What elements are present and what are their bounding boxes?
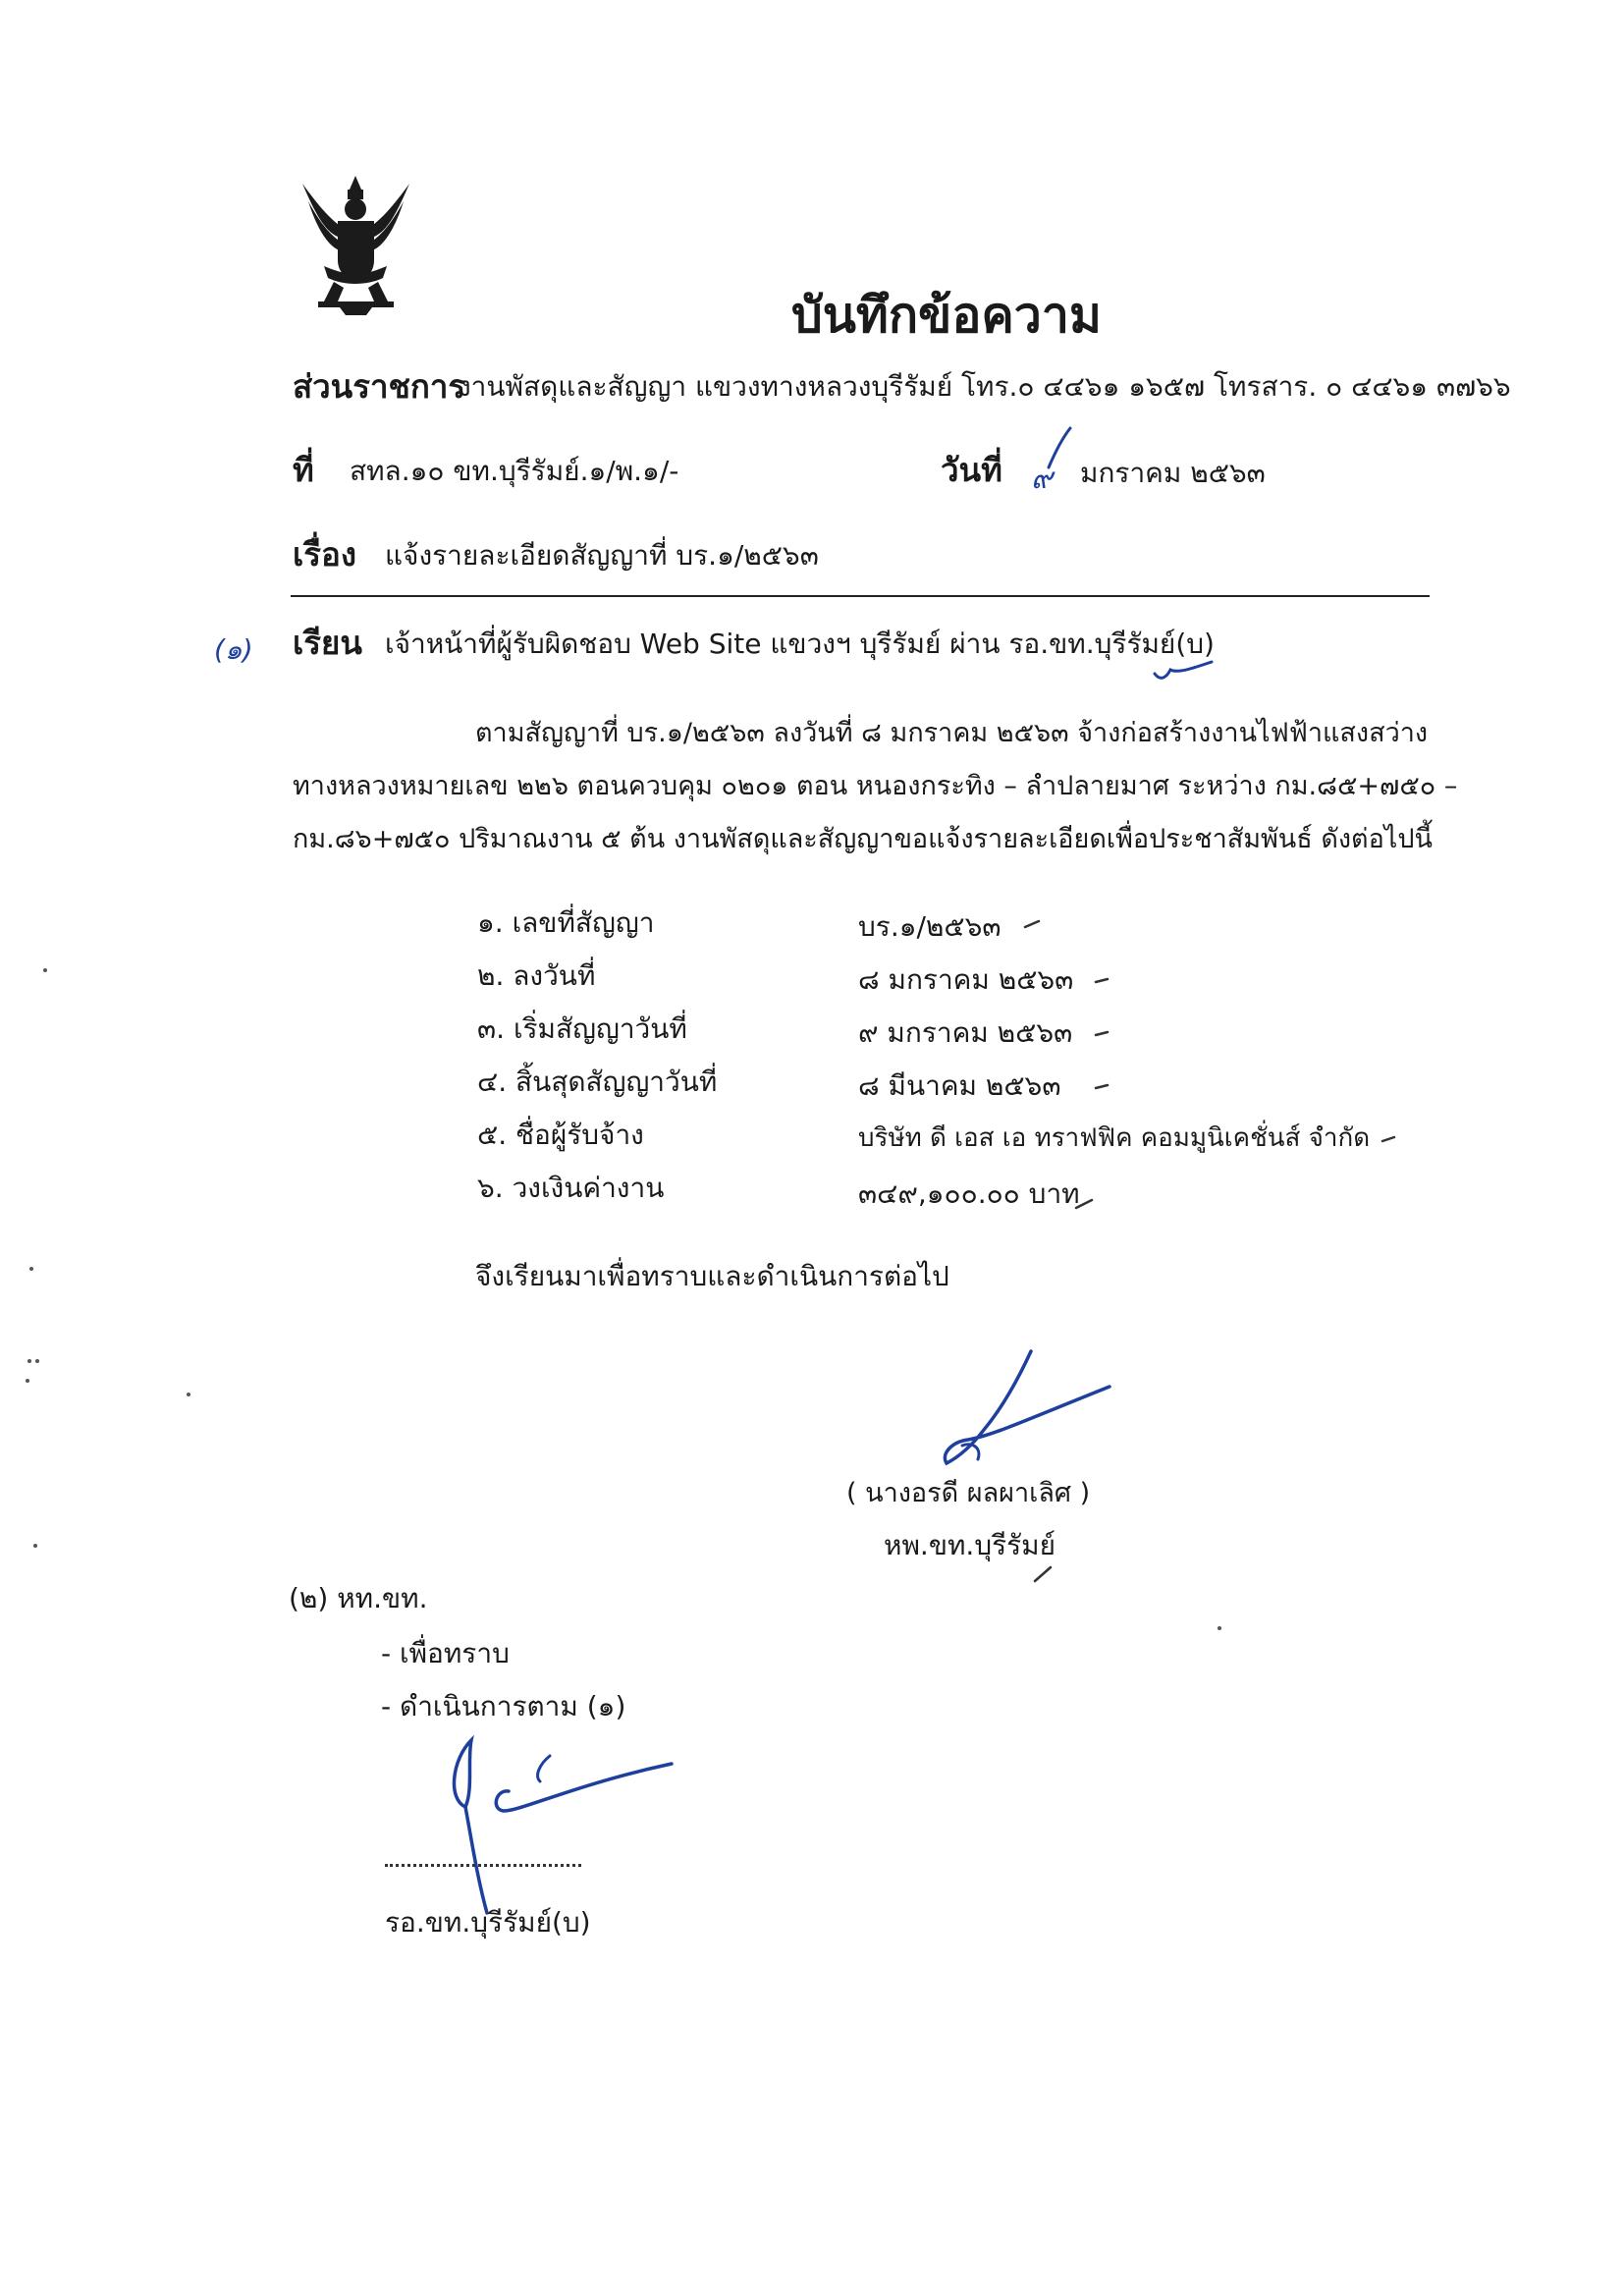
detail-label: ๓. เริ่มสัญญาวันที่	[477, 1012, 687, 1045]
date-day-handwritten: ๙	[1031, 462, 1053, 496]
scan-speck	[35, 1359, 39, 1363]
approver-title: รอ.ขท.บุรีรัมย์(บ)	[385, 1906, 591, 1939]
detail-value: ๘ มีนาคม ๒๕๖๓	[858, 1069, 1061, 1102]
to-value: เจ้าหน้าที่ผู้รับผิดชอบ Web Site แขวงฯ บุรีรัมย์ ผ่าน รอ.ขท.บุรีรัมย์(บ)	[385, 628, 1215, 660]
detail-value: ๙ มกราคม ๒๕๖๓	[858, 1016, 1073, 1049]
ref-value: สทล.๑๐ ขท.บุรีรัมย์.๑/พ.๑/-	[350, 455, 679, 487]
detail-label: ๕. ชื่อผู้รับจ้าง	[477, 1119, 644, 1151]
date-pen-stroke-icon	[1039, 424, 1078, 473]
scan-speck	[43, 968, 47, 972]
ref-label: ที่	[293, 451, 314, 489]
memo-title: บันทึกข้อความ	[791, 287, 1102, 344]
subject-label: เรื่อง	[293, 535, 356, 574]
forward-item-1: - เพื่อทราบ	[381, 1637, 510, 1669]
closing-text: จึงเรียนมาเพื่อทราบและดำเนินการต่อไป	[475, 1260, 949, 1292]
garuda-emblem-icon	[295, 172, 417, 319]
date-month-year: มกราคม ๒๕๖๓	[1080, 457, 1266, 489]
agency-value: งานพัสดุและสัญญา แขวงทางหลวงบุรีรัมย์ โทร.๐ ๔๔๖๑ ๑๖๕๗ โทรสาร. ๐ ๔๔๖๑ ๓๗๖๖	[458, 370, 1511, 403]
detail-label: ๖. วงเงินค่างาน	[477, 1172, 665, 1204]
body-line-2: ทางหลวงหมายเลข ๒๒๖ ตอนควบคุม ๐๒๐๑ ตอน หนองกระทิง – ลำปลายมาศ ระหว่าง กม.๘๕+๗๕๐ –	[293, 771, 1458, 801]
signatory-position: หพ.ขท.บุรีรัมย์	[884, 1529, 1056, 1561]
body-line-3: กม.๘๖+๗๕๐ ปริมาณงาน ๕ ต้น งานพัสดุและสัญญาขอแจ้งรายละเอียดเพื่อประชาสัมพันธ์ ดังต่อไปนี้	[293, 824, 1433, 854]
tick-mark-icon	[1031, 1561, 1060, 1585]
detail-value: ๘ มกราคม ๒๕๖๓	[858, 963, 1074, 996]
scan-speck	[33, 1544, 37, 1548]
scan-speck	[29, 1267, 33, 1271]
scan-speck	[187, 1393, 190, 1396]
scan-speck	[26, 1379, 29, 1383]
to-label: เรียน	[293, 624, 362, 662]
detail-label: ๒. ลงวันที่	[477, 959, 596, 992]
date-label: วันที่	[941, 451, 1002, 489]
signature-line	[385, 1864, 581, 1867]
detail-label: ๑. เลขที่สัญญา	[477, 906, 655, 939]
body-line-1: ตามสัญญาที่ บร.๑/๒๕๖๓ ลงวันที่ ๘ มกราคม ๒๕๖๓ จ้างก่อสร้างงานไฟฟ้าแสงสว่าง	[475, 718, 1429, 748]
detail-value: บริษัท ดี เอส เอ ทราฟฟิค คอมมูนิเคชั่นส์ จำกัด	[858, 1123, 1371, 1153]
check-mark-icon	[1149, 648, 1218, 687]
forward-heading: (๒) หท.ขท.	[289, 1582, 428, 1614]
forward-item-2: - ดำเนินการตาม (๑)	[381, 1690, 626, 1722]
agency-label: ส่วนราชการ	[293, 367, 466, 406]
margin-note-handwritten: (๑)	[214, 633, 253, 666]
detail-value: ๓๔๙,๑๐๐.๐๐ บาท	[858, 1177, 1080, 1210]
scan-speck	[1218, 1626, 1221, 1630]
subject-value: แจ้งรายละเอียดสัญญาที่ บร.๑/๒๕๖๓	[385, 539, 819, 572]
signatory-name: ( นางอรดี ผลผาเลิศ )	[846, 1478, 1091, 1508]
signature-icon	[432, 1721, 687, 1917]
scan-speck	[27, 1359, 31, 1363]
header-divider	[291, 595, 1430, 597]
detail-value: บร.๑/๒๕๖๓	[858, 910, 1001, 943]
tick-marks-icon	[1021, 913, 1414, 1228]
signature-icon	[923, 1347, 1119, 1475]
detail-label: ๔. สิ้นสุดสัญญาวันที่	[477, 1066, 718, 1098]
